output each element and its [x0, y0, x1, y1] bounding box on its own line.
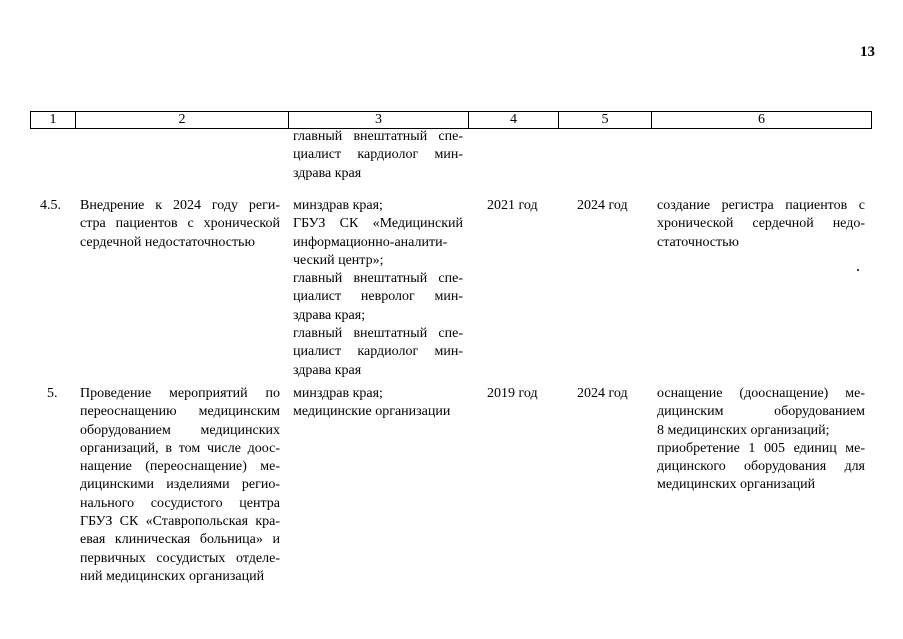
text-line: Проведение мероприятий по — [80, 386, 280, 401]
text-line: евая клиническая больница» и — [80, 532, 280, 548]
text-line: нального сосудистого центра — [80, 495, 280, 511]
text-line: циалист кардиолог мин- — [293, 147, 463, 163]
row-number: 5. — [47, 386, 58, 401]
text-line: ний медицинских организаций — [80, 568, 265, 584]
row-number: 4.5. — [40, 198, 61, 213]
text-line: дицинскими изделиями регио- — [80, 477, 280, 493]
text-line: сердечной недостаточностью — [80, 234, 255, 250]
continuation-executor — [293, 128, 463, 183]
header-col-5: 5 — [559, 112, 652, 129]
text-line: создание регистра пациентов с — [657, 198, 865, 213]
header-row — [31, 112, 872, 129]
header-col-3: 3 — [289, 112, 469, 129]
row-end-year: 2024 год — [577, 198, 628, 213]
text-line: циалист кардиолог мин- — [293, 344, 463, 360]
row-start-year: 2021 год — [487, 198, 538, 213]
header-col-4: 4 — [469, 112, 559, 129]
text-line: минздрав края; — [293, 386, 383, 401]
text-line: ГБУЗ СК «Медицинский — [293, 216, 463, 232]
text-line: главный внештатный спе- — [293, 129, 463, 144]
text-line: статочностью — [657, 234, 739, 250]
row-result — [657, 197, 865, 252]
text-line: нащение (переоснащение) ме- — [80, 459, 280, 475]
text-line: оснащение (дооснащение) ме- — [657, 386, 865, 401]
text-line: Внедрение к 2024 году реги- — [80, 198, 280, 213]
text-line: хронической сердечной недо- — [657, 216, 865, 232]
stray-mark — [857, 269, 859, 271]
header-col-6: 6 — [652, 112, 872, 129]
text-line: организаций, в том числе доос- — [80, 440, 280, 456]
text-line: первичных сосудистых отделе- — [80, 550, 280, 566]
row-start-year: 2019 год — [487, 386, 538, 401]
row-end-year: 2024 год — [577, 386, 628, 401]
text-line: 8 медицинских организаций; — [657, 422, 830, 438]
text-line: ГБУЗ СК «Ставропольская кра- — [80, 514, 280, 530]
text-line: здрава края — [293, 362, 362, 378]
text-line: стра пациентов с хронической — [80, 216, 280, 232]
row-measure — [80, 385, 280, 586]
row-result — [657, 385, 865, 495]
text-line: медицинские организации — [293, 404, 451, 420]
text-line: медицинских организаций — [657, 477, 816, 493]
text-line: циалист невролог мин- — [293, 289, 463, 305]
page-number: 13 — [860, 44, 875, 60]
header-col-1: 1 — [31, 112, 76, 129]
text-line: главный внештатный спе- — [293, 326, 463, 342]
row-executor — [293, 385, 463, 422]
header-col-2: 2 — [76, 112, 289, 129]
text-line: минздрав края; — [293, 198, 383, 213]
row-measure — [80, 197, 280, 252]
text-line: дицинского оборудования для — [657, 459, 865, 475]
text-line: приобретение 1 005 единиц ме- — [657, 440, 865, 456]
row-executor — [293, 197, 463, 380]
text-line: здрава края; — [293, 307, 366, 323]
text-line: ческий центр»; — [293, 252, 384, 268]
text-line: главный внештатный спе- — [293, 271, 463, 287]
text-line: переоснащению медицинским — [80, 404, 280, 420]
column-number-header — [30, 111, 872, 129]
text-line: дицинским оборудованием — [657, 404, 865, 420]
text-line: оборудованием медицинских — [80, 422, 280, 438]
text-line: информационно-аналити- — [293, 234, 448, 250]
text-line: здрава края — [293, 165, 362, 181]
